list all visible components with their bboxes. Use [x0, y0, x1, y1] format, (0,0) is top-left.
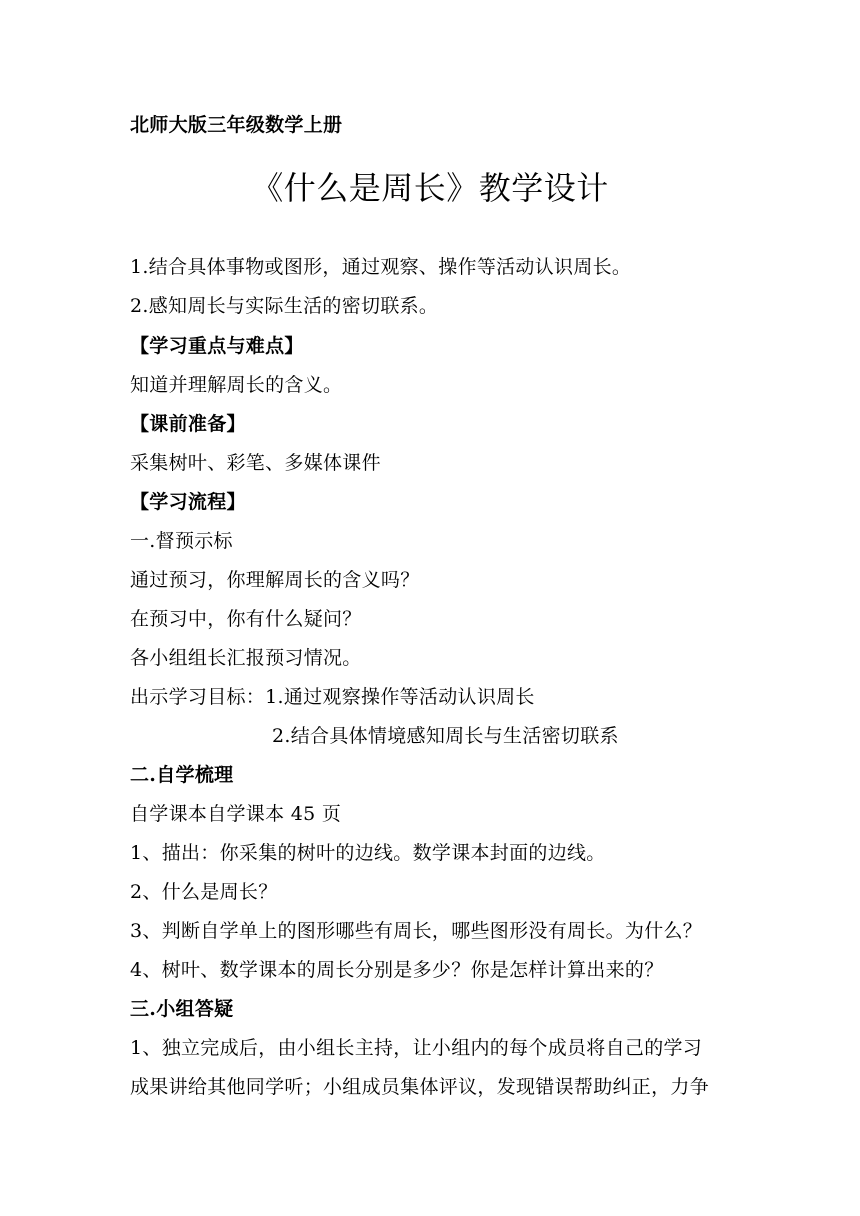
step-2-item-1: 1、描出：你采集的树叶的边线。数学课本封面的边线。: [130, 842, 606, 864]
document-header: 北师大版三年级数学上册: [130, 114, 343, 136]
preparation-text: 采集树叶、彩笔、多媒体课件: [130, 452, 381, 474]
section-heading-process: 【学习流程】: [130, 491, 246, 513]
step-1-question-1: 通过预习，你理解周长的含义吗？: [130, 569, 420, 591]
step-2-textbook: 自学课本自学课本 45 页: [130, 803, 342, 825]
step-2-item-4: 4、树叶、数学课本的周长分别是多少？你是怎样计算出来的？: [130, 959, 664, 981]
key-points-text: 知道并理解周长的含义。: [130, 374, 343, 396]
step-1-report: 各小组组长汇报预习情况。: [130, 647, 362, 669]
step-3-text-line-2: 成果讲给其他同学听；小组成员集体评议，发现错误帮助纠正，力争: [130, 1076, 710, 1098]
learning-goal-1: 出示学习目标：1.通过观察操作等活动认识周长: [130, 686, 535, 708]
step-2-item-3: 3、判断自学单上的图形哪些有周长，哪些图形没有周长。为什么？: [130, 920, 703, 942]
objective-2: 2.感知周长与实际生活的密切联系。: [130, 295, 439, 317]
section-heading-preparation: 【课前准备】: [130, 413, 246, 435]
step-2-item-2: 2、什么是周长？: [130, 881, 278, 903]
objective-1: 1.结合具体事物或图形，通过观察、操作等活动认识周长。: [130, 256, 632, 278]
step-3-text-line-1: 1、独立完成后，由小组长主持，让小组内的每个成员将自己的学习: [130, 1037, 703, 1059]
step-1-heading: 一.督预示标: [130, 530, 233, 552]
step-2-heading: 二.自学梳理: [130, 764, 234, 786]
step-3-heading: 三.小组答疑: [130, 998, 234, 1020]
section-heading-key-points: 【学习重点与难点】: [130, 335, 304, 357]
step-1-question-2: 在预习中，你有什么疑问？: [130, 608, 362, 630]
document-title: 《什么是周长》教学设计: [251, 169, 609, 207]
learning-goal-2: 2.结合具体情境感知周长与生活密切联系: [272, 725, 619, 747]
